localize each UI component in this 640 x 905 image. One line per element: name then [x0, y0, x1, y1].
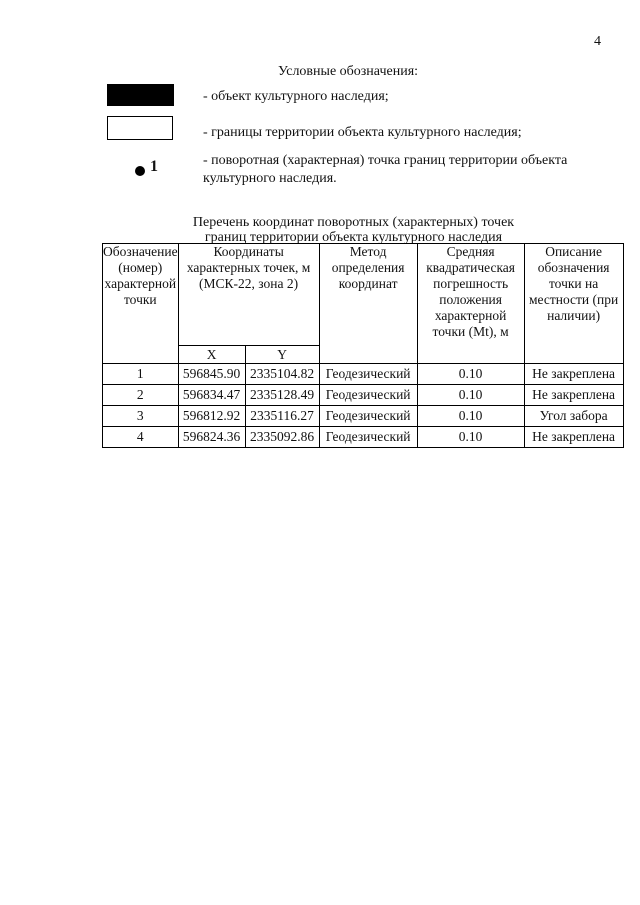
- table-header-row: [103, 244, 624, 346]
- cell-y: 2335104.82: [245, 364, 319, 385]
- cell-x: 596834.47: [178, 385, 245, 406]
- cell-description: Не закреплена: [524, 427, 623, 448]
- table-title: [102, 215, 605, 245]
- cell-point-number: 1: [103, 364, 179, 385]
- table-title-line1: Перечень координат поворотных (характерных) точек: [192, 215, 515, 230]
- table-row: [103, 364, 624, 385]
- legend-item-heritage-object: - объект культурного наследия;: [203, 89, 389, 104]
- coordinates-table: [102, 243, 624, 448]
- territory-boundary-swatch: [107, 116, 173, 140]
- cell-error: 0.10: [417, 385, 524, 406]
- header-point-number: Обозначение (номер) характерной точки: [103, 244, 179, 364]
- cell-point-number: 3: [103, 406, 179, 427]
- cell-y: 2335116.27: [245, 406, 319, 427]
- heritage-object-swatch: [107, 84, 174, 106]
- cell-description: Угол забора: [524, 406, 623, 427]
- header-method: Метод определения координат: [319, 244, 417, 364]
- cell-method: Геодезический: [319, 385, 417, 406]
- cell-description: Не закреплена: [524, 385, 623, 406]
- header-description: Описание обозначения точки на местности (при наличии): [524, 244, 623, 364]
- cell-x: 596845.90: [178, 364, 245, 385]
- point-dot-icon: [135, 166, 145, 176]
- cell-y: 2335092.86: [245, 427, 319, 448]
- header-y: Y: [245, 346, 319, 364]
- cell-description: Не закреплена: [524, 364, 623, 385]
- legend-item-turning-point: - поворотная (характерная) точка границ территории объекта культурного наследия.: [203, 153, 568, 186]
- cell-y: 2335128.49: [245, 385, 319, 406]
- header-error: Средняя квадратическая погрешность положения характерной точки (Mt), м: [417, 244, 524, 364]
- cell-method: Геодезический: [319, 427, 417, 448]
- cell-point-number: 4: [103, 427, 179, 448]
- table-row: [103, 385, 624, 406]
- cell-point-number: 2: [103, 385, 179, 406]
- header-x: X: [178, 346, 245, 364]
- point-marker-label: 1: [150, 158, 158, 175]
- cell-x: 596812.92: [178, 406, 245, 427]
- cell-method: Геодезический: [319, 406, 417, 427]
- cell-error: 0.10: [417, 427, 524, 448]
- table-title-line2: границ территории объекта культурного наследия: [204, 230, 503, 245]
- cell-x: 596824.36: [178, 427, 245, 448]
- cell-error: 0.10: [417, 406, 524, 427]
- table-row: [103, 406, 624, 427]
- cell-method: Геодезический: [319, 364, 417, 385]
- legend-item-territory-boundary: - границы территории объекта культурного наследия;: [203, 125, 522, 140]
- legend-title: Условные обозначения:: [278, 64, 419, 79]
- cell-error: 0.10: [417, 364, 524, 385]
- table-row: [103, 427, 624, 448]
- header-coordinates: Координаты характерных точек, м (МСК-22, зона 2): [178, 244, 319, 346]
- page-number: 4: [594, 34, 601, 49]
